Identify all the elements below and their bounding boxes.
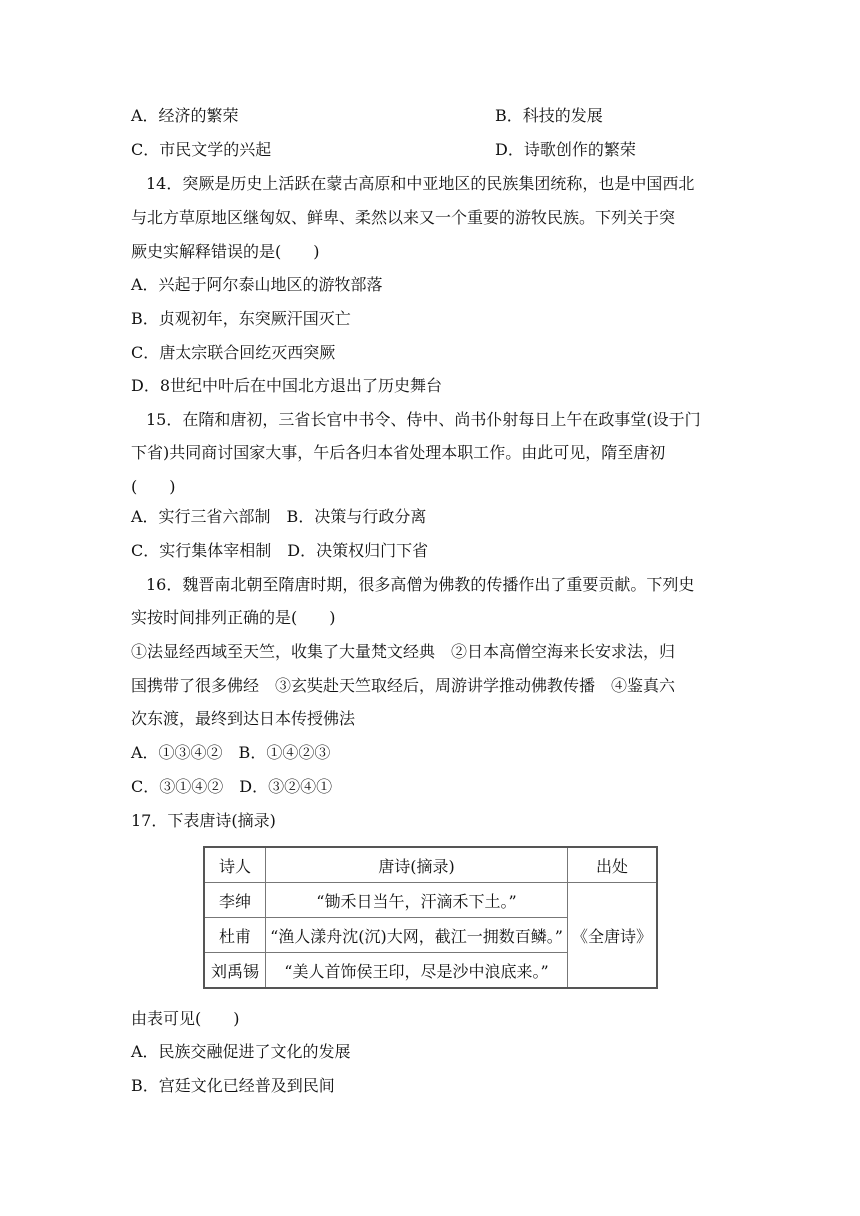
poem-cell: “渔人漾舟沈(沉)大网，截江一拥数百鳞。” (266, 918, 568, 953)
q14-stem-line-2: 与北方草原地区继匈奴、鲜卑、柔然以来又一个重要的游牧民族。下列关于突 (131, 208, 676, 227)
q14-stem-line-1: 14．突厥是历史上活跃在蒙古高原和中亚地区的民族集团统称，也是中国西北 (146, 174, 695, 193)
q15-stem-line-1: 15．在隋和唐初，三省长官中书令、侍中、尚书仆射每日上午在政事堂(设于门 (146, 410, 701, 429)
poet-cell: 刘禹锡 (204, 953, 266, 989)
q17-option-b: B．宫廷文化已经普及到民间 (131, 1076, 335, 1095)
header-source: 出处 (567, 847, 657, 883)
q17-option-a: A．民族交融促进了文化的发展 (131, 1042, 351, 1061)
q14-option-b: B．贞观初年，东突厥汗国灭亡 (131, 309, 351, 328)
q13-option-d: D．诗歌创作的繁荣 (495, 140, 636, 159)
q16-stem-line-3: ①法显经西域至天竺，收集了大量梵文经典 ②日本高僧空海来长安求法，归 (131, 642, 676, 661)
q13-option-c: C．市民文学的兴起 (131, 140, 272, 159)
q16-stem-line-5: 次东渡，最终到达日本传授佛法 (131, 709, 356, 728)
q14-option-c: C．唐太宗联合回纥灭西突厥 (131, 343, 336, 362)
q13-option-b: B．科技的发展 (495, 106, 603, 125)
q16-options-line-1: A．①③④② B．①④②③ (131, 743, 331, 762)
q14-stem-line-3: 厥史实解释错误的是( ) (131, 242, 320, 261)
poet-cell: 李绅 (204, 883, 266, 918)
tang-poems-table (203, 846, 658, 989)
q14-option-d: D．8世纪中叶后在中国北方退出了历史舞台 (131, 376, 443, 395)
header-poet: 诗人 (204, 847, 266, 883)
q17-stem: 17．下表唐诗(摘录) (131, 811, 276, 830)
poem-cell: “锄禾日当午，汗滴禾下土。” (266, 883, 568, 918)
q16-stem-line-2: 实按时间排列正确的是( ) (131, 608, 336, 627)
q15-options-line-2: C．实行集体宰相制 D．决策权归门下省 (131, 541, 429, 560)
header-poem: 唐诗(摘录) (266, 847, 568, 883)
q16-options-line-2: C．③①④② D．③②④① (131, 777, 333, 796)
q14-option-a: A．兴起于阿尔泰山地区的游牧部落 (131, 275, 383, 294)
q13-option-a: A．经济的繁荣 (131, 106, 239, 125)
table-row (204, 883, 657, 918)
q16-stem-line-1: 16．魏晋南北朝至隋唐时期，很多高僧为佛教的传播作出了重要贡献。下列史 (146, 575, 695, 594)
q17-after-table: 由表可见( ) (131, 1009, 240, 1028)
q16-stem-line-4: 国携带了很多佛经 ③玄奘赴天竺取经后，周游讲学推动佛教传播 ④鉴真六 (131, 676, 676, 695)
poem-cell: “美人首饰侯王印，尽是沙中浪底来。” (266, 953, 568, 989)
q15-stem-line-3: ( ) (131, 477, 176, 496)
poet-cell: 杜甫 (204, 918, 266, 953)
table-header-row (204, 847, 657, 883)
source-cell: 《全唐诗》 (567, 883, 657, 989)
q15-options-line-1: A．实行三省六部制 B．决策与行政分离 (131, 507, 427, 526)
q15-stem-line-2: 下省)共同商讨国家大事，午后各归本省处理本职工作。由此可见，隋至唐初 (131, 443, 666, 462)
